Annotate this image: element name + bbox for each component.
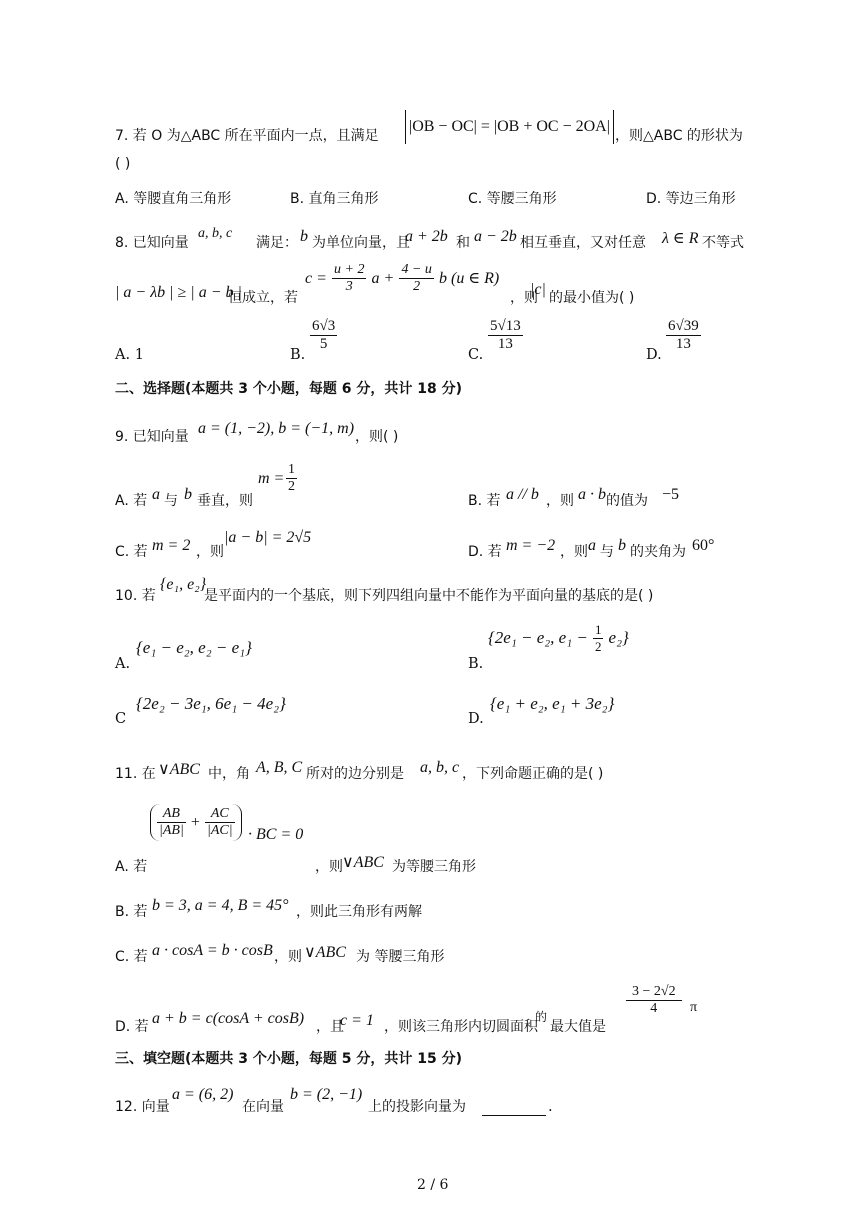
q8-abs-c: |c| bbox=[530, 281, 546, 298]
q10-b-math-b: e₂} bbox=[608, 628, 629, 647]
q9-d-m3: b bbox=[618, 537, 626, 554]
q11-a-tail: · BC = 0 bbox=[248, 826, 304, 843]
q11-d-pi: π bbox=[690, 1000, 698, 1015]
q11-a-plus: + bbox=[190, 814, 200, 831]
q11-stem-c: 所对的边分别是 bbox=[306, 766, 404, 782]
q7-stem-b: ，则△ABC 的形状为 bbox=[615, 128, 743, 144]
q12-m1: a = (6, 2) bbox=[172, 1086, 234, 1103]
q9-a-den: 2 bbox=[288, 479, 295, 494]
q8-lambda: λ ∈ R bbox=[662, 230, 699, 247]
q8-frac2-den: 2 bbox=[413, 279, 421, 294]
q8-line2-b: ，则 bbox=[510, 290, 538, 306]
q11-a-label: A. 若 bbox=[115, 859, 148, 875]
q11-a-m1: ∨ABC bbox=[342, 854, 384, 871]
q8-line2-c: 的最小值为( ) bbox=[549, 290, 635, 306]
q9-a-m3: m = bbox=[258, 470, 285, 487]
q8-option-b-num: 6√3 bbox=[312, 318, 336, 334]
q11-a-f1-num: AB bbox=[157, 806, 186, 823]
q11-a-frac1 bbox=[157, 806, 186, 839]
q11-stem-d: ，下列命题正确的是( ) bbox=[462, 766, 604, 782]
q8-tail: b (u ∈ R) bbox=[438, 270, 500, 287]
q11-stem-b: 中，角 bbox=[208, 766, 250, 782]
q8-line1-e: 相互垂直，又对任意 bbox=[520, 235, 646, 251]
q12-stem-b: 在向量 bbox=[242, 1099, 284, 1115]
q11-b-t1: ，则此三角形有两解 bbox=[296, 904, 422, 920]
q11-a-t1: ，则 bbox=[315, 859, 343, 875]
q11-c-m1: a · cosA = b · cosB bbox=[152, 942, 273, 959]
q8-option-d-label: D. bbox=[646, 347, 662, 363]
q9-a-num: 1 bbox=[288, 462, 295, 477]
q10-b-math-a: {2e₁ − e₂, e₁ − bbox=[488, 628, 588, 647]
q10-b-frac bbox=[593, 622, 604, 655]
q9-stem-a: 9. 已知向量 bbox=[115, 429, 189, 445]
q11-c-t1: ，则 bbox=[274, 949, 302, 965]
q8-option-c-num: 5√13 bbox=[490, 318, 521, 334]
q11-d-m2: c = 1 bbox=[340, 1012, 374, 1029]
q10-c-math: {2e₂ − 3e₁, 6e₁ − 4e₂} bbox=[136, 694, 286, 713]
q9-d-t3: 的夹角为 bbox=[630, 544, 686, 560]
q7-math bbox=[405, 110, 614, 144]
q9-a-m1: a bbox=[152, 486, 160, 503]
q8-frac1-den: 3 bbox=[345, 279, 353, 294]
q8-line1-a: 8. 已知向量 bbox=[115, 235, 189, 251]
q8-a-plus: a + bbox=[371, 270, 395, 287]
q9-a-m2: b bbox=[184, 486, 192, 503]
q12-end: . bbox=[548, 1099, 553, 1115]
q9-a-t2: 垂直，则 bbox=[197, 493, 253, 509]
q10-b-den: 2 bbox=[594, 639, 602, 654]
q9-b-label: B. 若 bbox=[468, 493, 501, 509]
q7-math-text: |OB − OC| = |OB + OC − 2OA| bbox=[409, 118, 610, 135]
q9-a-label: A. 若 bbox=[115, 493, 148, 509]
q8-frac2-num: 4 − u bbox=[401, 262, 432, 277]
q7-option-b: B. 直角三角形 bbox=[290, 191, 379, 207]
q10-d-math: {e₁ + e₂, e₁ + 3e₂} bbox=[490, 694, 615, 713]
q11-stem-a: 11. 在 bbox=[115, 766, 156, 782]
q11-b-m1: b = 3, a = 4, B = 45° bbox=[152, 897, 289, 914]
section-2-heading: 二、选择题(本题共 3 个小题，每题 6 分，共计 18 分) bbox=[115, 381, 463, 397]
q10-stem-a: 10. 若 bbox=[115, 588, 156, 604]
q8-frac1 bbox=[332, 262, 366, 295]
q9-b-m1: a // b bbox=[506, 486, 539, 503]
q11-stem-m2: A, B, C bbox=[256, 759, 303, 776]
q8-am2b: a − 2b bbox=[474, 228, 517, 245]
q12-m2: b = (2, −1) bbox=[290, 1086, 363, 1103]
q8-option-d-num: 6√39 bbox=[668, 318, 699, 334]
q9-b-m2: a · b bbox=[578, 486, 606, 503]
q11-d-t4: 最大值是 bbox=[550, 1019, 606, 1035]
q12-answer-blank bbox=[482, 1097, 546, 1116]
q11-a-frac2 bbox=[205, 806, 235, 839]
q8-option-b-label: B. bbox=[290, 347, 306, 363]
q8-vecs: a, b, c bbox=[198, 226, 233, 241]
q8-option-b-den: 5 bbox=[319, 336, 328, 352]
q9-d-m2: a bbox=[588, 537, 596, 554]
q8-option-d-den: 13 bbox=[675, 336, 691, 352]
q9-stem-math: a = (1, −2), b = (−1, m) bbox=[198, 420, 355, 437]
q8-option-b-frac bbox=[310, 318, 337, 353]
q9-b-t1: ，则 bbox=[546, 493, 574, 509]
q7-option-a: A. 等腰直角三角形 bbox=[115, 191, 232, 207]
q9-c-m2: |a − b| = 2√5 bbox=[224, 529, 312, 546]
q8-line1-b: 满足： bbox=[256, 235, 298, 251]
q7-option-c: C. 等腰三角形 bbox=[468, 191, 557, 207]
q11-a-paren bbox=[150, 804, 242, 841]
q8-option-d-frac bbox=[666, 318, 701, 353]
q11-a-t2: 为等腰三角形 bbox=[392, 859, 476, 875]
page-number: 2 / 6 bbox=[417, 1177, 449, 1193]
q8-line1-f: 不等式 bbox=[702, 235, 744, 251]
q8-c-eq: c = bbox=[305, 270, 327, 287]
q11-d-t3: 的 bbox=[535, 1010, 548, 1024]
q9-d-t1: ，则 bbox=[560, 544, 588, 560]
q10-d-label: D. bbox=[468, 711, 484, 727]
q8-line2-a: 恒成立，若 bbox=[228, 290, 298, 306]
q10-b-num: 1 bbox=[594, 622, 602, 637]
q8-frac2 bbox=[399, 262, 433, 295]
q7-option-d: D. 等边三角形 bbox=[646, 191, 736, 207]
q11-c-label: C. 若 bbox=[115, 949, 148, 965]
q11-d-den: 4 bbox=[650, 1001, 658, 1016]
q12-stem-a: 12. 向量 bbox=[115, 1099, 170, 1115]
q11-c-t2: 为 等腰三角形 bbox=[356, 949, 445, 965]
q11-c-m2: ∨ABC bbox=[304, 944, 346, 961]
q11-b-label: B. 若 bbox=[115, 904, 148, 920]
q8-option-c-frac bbox=[488, 318, 523, 353]
q10-c-label: C bbox=[115, 711, 127, 727]
q10-b-math bbox=[488, 622, 629, 655]
q9-d-m4: 60° bbox=[692, 537, 715, 554]
q9-stem-b: ，则( ) bbox=[355, 429, 399, 445]
q10-b-label: B. bbox=[468, 656, 484, 672]
q11-d-m1: a + b = c(cosA + cosB) bbox=[152, 1010, 305, 1027]
q9-a-t1: 与 bbox=[164, 493, 178, 509]
q10-stem-math: {e₁, e₂} bbox=[160, 576, 207, 593]
q12-stem-c: 上的投影向量为 bbox=[368, 1099, 466, 1115]
q9-d-m1: m = −2 bbox=[506, 537, 556, 554]
q8-option-a: A. 1 bbox=[115, 347, 144, 363]
q8-b: b bbox=[300, 228, 308, 245]
q8-line1-c: 为单位向量，且 bbox=[312, 235, 410, 251]
q7-paren: ( ) bbox=[115, 156, 131, 172]
q8-inequality: | a − λb | ≥ | a − b | bbox=[115, 284, 242, 301]
q10-a-label: A. bbox=[115, 656, 131, 672]
q8-frac1-num: u + 2 bbox=[334, 262, 365, 277]
q9-d-label: D. 若 bbox=[468, 544, 502, 560]
q9-d-t2: 与 bbox=[600, 544, 614, 560]
q11-d-t1: ，且 bbox=[316, 1019, 344, 1035]
q11-a-f2-num: AC bbox=[205, 806, 235, 823]
q8-option-c-label: C. bbox=[468, 347, 484, 363]
q10-stem-b: 是平面内的一个基底，则下列四组向量中不能作为平面向量的基底的是( ) bbox=[204, 588, 654, 604]
q9-b-t2: 的值为 bbox=[606, 493, 648, 509]
q10-a-math: {e₁ − e₂, e₂ − e₁} bbox=[136, 638, 252, 657]
q8-c-expression bbox=[305, 262, 499, 295]
q11-d-t2: ，则该三角形内切圆面积 bbox=[384, 1019, 538, 1035]
q8-option-c-den: 13 bbox=[497, 336, 513, 352]
section-3-heading: 三、填空题(本题共 3 个小题，每题 5 分，共计 15 分) bbox=[115, 1051, 463, 1067]
q9-b-m3: −5 bbox=[662, 486, 680, 503]
q11-d-frac bbox=[626, 984, 682, 1017]
q9-c-t1: ，则 bbox=[196, 544, 224, 560]
q11-d-num: 3 − 2√2 bbox=[626, 984, 682, 1001]
q8-line1-d: 和 bbox=[456, 235, 470, 251]
q9-a-frac bbox=[286, 462, 297, 495]
q9-c-label: C. 若 bbox=[115, 544, 148, 560]
q11-stem-m3: a, b, c bbox=[420, 759, 460, 776]
q11-a-f2-den: |AC| bbox=[207, 823, 233, 838]
q8-a2b: a + 2b bbox=[405, 228, 448, 245]
q9-c-m1: m = 2 bbox=[152, 537, 191, 554]
q11-stem-m1: ∨ABC bbox=[158, 761, 200, 778]
q11-d-label: D. 若 bbox=[115, 1019, 149, 1035]
q11-a-f1-den: |AB| bbox=[159, 823, 184, 838]
q7-stem-a: 7. 若 O 为△ABC 所在平面内一点，且满足 bbox=[115, 128, 379, 144]
